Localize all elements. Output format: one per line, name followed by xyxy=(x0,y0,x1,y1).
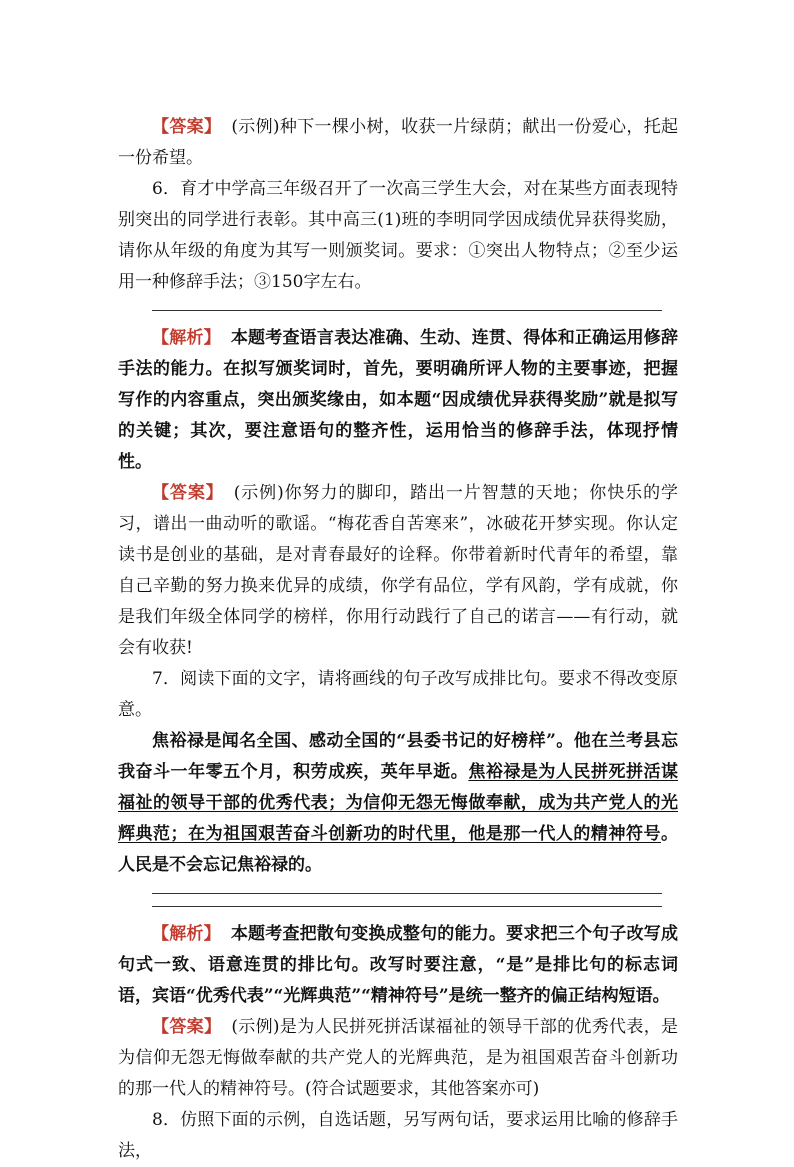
q5-answer-text: (示例)种下一棵小树，收获一片绿荫；献出一份爱心，托起一份希望。 xyxy=(118,117,679,168)
q6-analysis xyxy=(118,323,678,478)
q6-analysis-text: 本题考查语言表达准确、生动、连贯、得体和正确运用修辞手法的能力。在拟写颁奖词时，首先，要明确所评人物的主要事迹，把握写作的内容重点，突出颁奖缘由，如本题“因成绩优异获得奖励”就是拟写的关键；其次，要注意语句的整齐性，运用恰当的修辞手法，体现抒情性。 xyxy=(118,328,678,472)
q6-answer xyxy=(118,478,678,664)
q6-question: 6．育才中学高三年级召开了一次高三学生大会，对在某些方面表现特别突出的同学进行表彰。其中高三(1)班的李明同学因成绩优异获得奖励，请你从年级的角度为其写一则颁奖词。要求：①突出人物特点；②至少运用一种修辞手法；③150字左右。 xyxy=(118,179,678,292)
answer-label: 【答案】 xyxy=(152,483,224,503)
q8-question: 8．仿照下面的示例，自选话题，另写两句话，要求运用比喻的修辞手法， xyxy=(118,1110,678,1161)
q6-answer-text: (示例)你努力的脚印，踏出一片智慧的天地；你快乐的学习，谱出一曲动听的歌谣。“梅花香自苦寒来”，冰破花开梦实现。你认定读书是创业的基础，是对青春最好的诠释。你带着新时代青年的希望，靠自己辛勤的努力换来优异的成绩，你学有品位，学有风韵，学有成就，你是我们年级全体同学的榜样，你用行动践行了自己的诺言——有行动，就会有收获! xyxy=(118,483,678,658)
q7-question: 7．阅读下面的文字，请将画线的句子改写成排比句。要求不得改变原意。 xyxy=(118,669,678,720)
analysis-label: 【解析】 xyxy=(152,924,221,944)
q7-passage xyxy=(118,726,678,881)
answer-label: 【答案】 xyxy=(152,1017,222,1037)
q7-underlined-sentences: 焦裕禄是为人民拼死拼活谋福祉的领导干部的优秀代表；为信仰无怨无悔做奉献，成为共产党人的光辉典范；在为祖国艰苦奋斗创新功的时代里，他是那一代人的精神符号 xyxy=(118,762,679,844)
q7-answer-text: (示例)是为人民拼死拼活谋福祉的领导干部的优秀代表，是为信仰无怨无悔做奉献的共产党人的光辉典范，是为祖国艰苦奋斗创新功的那一代人的精神符号。(符合试题要求，其他答案亦可) xyxy=(118,1017,679,1099)
q7-analysis xyxy=(118,919,678,1012)
q7-passage-intro: 焦裕禄是闻名全国、感动全国的“县委书记的好榜样”。他在兰考县忘我奋斗一年零五个月，积劳成疾，英年早逝。 xyxy=(118,731,678,782)
analysis-label: 【解析】 xyxy=(152,328,221,348)
q7-answer xyxy=(118,1012,678,1105)
answer-label: 【答案】 xyxy=(152,117,222,137)
document-page xyxy=(118,112,678,1167)
q7-passage-end: 。人民是不会忘记焦裕禄的。 xyxy=(118,824,678,875)
q7-analysis-text: 本题考查把散句变换成整句的能力。要求把三个句子改写成句式一致、语意连贯的排比句。改写时要注意，“是”是排比句的标志词语，宾语“优秀代表”“光辉典范”“精神符号”是统一整齐的偏正结构短语。 xyxy=(118,924,678,1006)
q5-answer xyxy=(118,112,678,174)
